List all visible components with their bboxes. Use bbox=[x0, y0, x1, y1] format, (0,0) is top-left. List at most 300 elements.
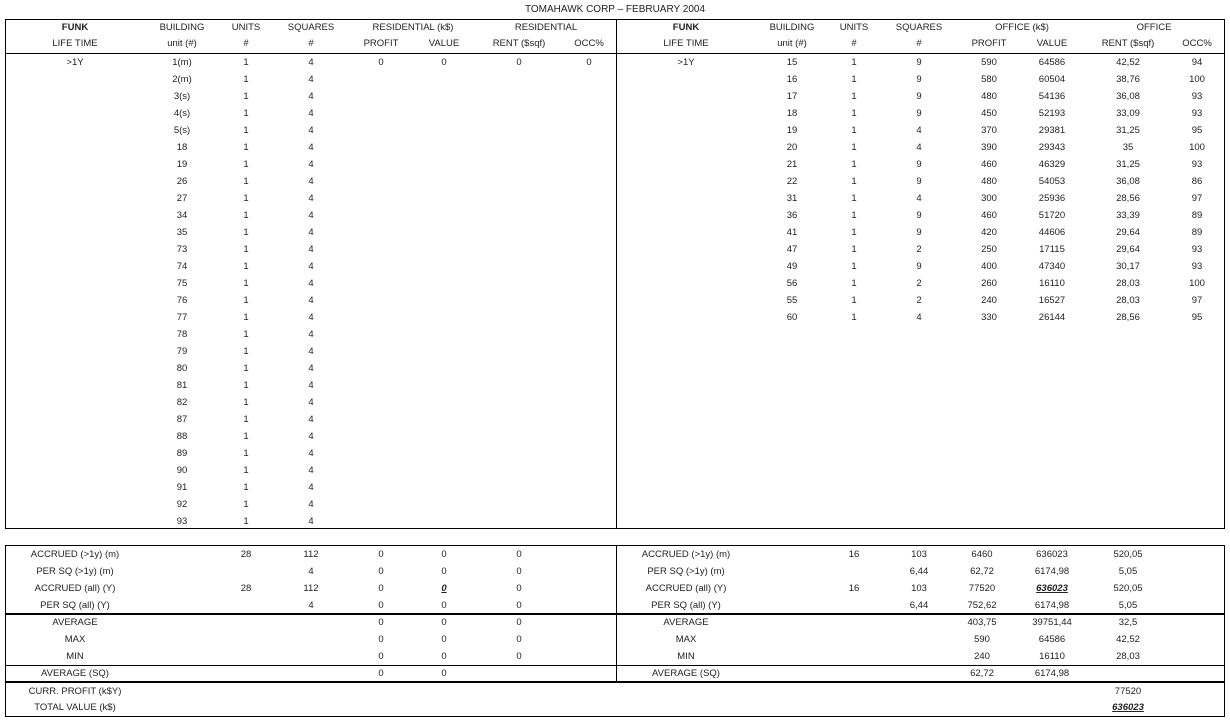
summary-cell: 6174,98 bbox=[1034, 600, 1070, 611]
table-cell: 36,08 bbox=[1116, 91, 1140, 102]
table-cell: 21 bbox=[786, 159, 798, 170]
table-cell: 16110 bbox=[1039, 278, 1065, 289]
table-cell: 4 bbox=[308, 414, 314, 425]
table-cell: 4 bbox=[308, 125, 314, 136]
table-cell: 9 bbox=[916, 57, 922, 68]
hdr-building: BUILDING bbox=[159, 22, 205, 33]
table-cell: 28,56 bbox=[1116, 312, 1140, 323]
table-cell: 95 bbox=[1191, 312, 1203, 323]
table-cell: 1 bbox=[243, 363, 249, 374]
table-cell: 73 bbox=[176, 244, 188, 255]
table-cell: 94 bbox=[1191, 57, 1203, 68]
table-cell: 4 bbox=[308, 499, 314, 510]
table-cell: 97 bbox=[1191, 193, 1203, 204]
summary-cell: 0 bbox=[378, 583, 384, 594]
curr-profit-value: 77520 bbox=[1114, 686, 1142, 697]
summary-label: ACCRUED (all) (Y) bbox=[645, 583, 727, 594]
summary-cell: 636023 bbox=[1036, 583, 1068, 594]
table-cell: 4 bbox=[308, 261, 314, 272]
table-cell: 27 bbox=[176, 193, 188, 204]
summary-cell: 6,44 bbox=[909, 566, 929, 577]
hdr-value: VALUE bbox=[428, 38, 460, 49]
hdr-residential: RESIDENTIAL bbox=[514, 22, 578, 33]
summary-label: AVERAGE bbox=[663, 617, 709, 628]
table-cell: 4 bbox=[308, 346, 314, 357]
table-cell: 19 bbox=[786, 125, 798, 136]
hdr-profit: PROFIT bbox=[971, 38, 1007, 49]
table-cell: 9 bbox=[916, 227, 922, 238]
table-cell: 93 bbox=[1191, 261, 1203, 272]
summary-cell: 4 bbox=[308, 600, 314, 611]
summary-cell: 16110 bbox=[1039, 651, 1065, 662]
table-cell: 33,39 bbox=[1116, 210, 1140, 221]
summary-cell: 0 bbox=[441, 566, 447, 577]
table-cell: 1 bbox=[851, 125, 857, 136]
table-cell: 1 bbox=[243, 108, 249, 119]
table-cell: 420 bbox=[981, 227, 997, 238]
hdr-office: OFFICE bbox=[1136, 22, 1172, 33]
table-cell: 81 bbox=[176, 380, 188, 391]
hdr-lifetime: LIFE TIME bbox=[52, 38, 98, 49]
summary-cell: 0 bbox=[441, 583, 447, 594]
table-cell: 4 bbox=[308, 380, 314, 391]
summary-cell: 0 bbox=[516, 617, 522, 628]
table-cell: 25936 bbox=[1038, 193, 1066, 204]
table-cell: 390 bbox=[981, 142, 997, 153]
table-cell: 19 bbox=[176, 159, 188, 170]
hdr-building-sub: unit (#) bbox=[167, 38, 197, 49]
table-cell: 0 bbox=[378, 57, 384, 68]
table-cell: 4 bbox=[308, 431, 314, 442]
summary-cell: 752,62 bbox=[967, 600, 997, 611]
table-cell: 1 bbox=[243, 516, 249, 527]
table-cell: 2(m) bbox=[172, 74, 192, 85]
table-cell: 3(s) bbox=[173, 91, 191, 102]
table-cell: 480 bbox=[981, 91, 997, 102]
table-cell: 86 bbox=[1191, 176, 1203, 187]
summary-label: MIN bbox=[677, 651, 695, 662]
table-cell: 4 bbox=[308, 329, 314, 340]
summary-cell: 6,44 bbox=[909, 600, 929, 611]
summary-cell: 0 bbox=[441, 668, 447, 679]
table-cell: 580 bbox=[981, 74, 997, 85]
summary-label: AVERAGE bbox=[52, 617, 98, 628]
table-cell: 89 bbox=[1191, 210, 1203, 221]
hdr-units: UNITS bbox=[839, 22, 869, 33]
summary-cell: 6460 bbox=[971, 549, 993, 560]
table-cell: 75 bbox=[176, 278, 188, 289]
hdr-occ: OCC% bbox=[574, 38, 604, 49]
table-cell: 28,03 bbox=[1116, 295, 1140, 306]
summary-cell: 6174,98 bbox=[1034, 566, 1070, 577]
summary-label: PER SQ (>1y) (m) bbox=[36, 566, 114, 577]
summary-cell: 5,05 bbox=[1118, 566, 1138, 577]
table-cell: 1 bbox=[243, 193, 249, 204]
table-cell: 31 bbox=[786, 193, 798, 204]
table-cell: 2 bbox=[916, 244, 922, 255]
table-cell: 92 bbox=[176, 499, 188, 510]
table-cell: 330 bbox=[981, 312, 997, 323]
table-cell: 1 bbox=[243, 142, 249, 153]
table-cell: 1 bbox=[243, 499, 249, 510]
table-cell: 31,25 bbox=[1116, 159, 1140, 170]
summary-label: ACCRUED (all) (Y) bbox=[34, 583, 116, 594]
table-cell: 77 bbox=[176, 312, 188, 323]
table-cell: 1 bbox=[851, 278, 857, 289]
table-cell: 41 bbox=[786, 227, 798, 238]
table-cell: 74 bbox=[176, 261, 188, 272]
summary-cell: 403,75 bbox=[967, 617, 997, 628]
table-cell: 1 bbox=[243, 278, 249, 289]
summary-cell: 0 bbox=[516, 549, 522, 560]
summary-cell: 103 bbox=[911, 583, 927, 594]
table-cell: 9 bbox=[916, 108, 922, 119]
summary-label: MAX bbox=[64, 634, 86, 645]
summary-cell: 636023 bbox=[1036, 549, 1068, 560]
table-cell: 4 bbox=[916, 125, 922, 136]
table-cell: 1 bbox=[243, 125, 249, 136]
hdr-units-sub: # bbox=[851, 38, 857, 49]
summary-cell: 0 bbox=[378, 668, 384, 679]
table-cell: 1 bbox=[851, 91, 857, 102]
hdr-units-sub: # bbox=[243, 38, 249, 49]
summary-cell: 4 bbox=[308, 566, 314, 577]
table-cell: 1 bbox=[851, 261, 857, 272]
table-cell: 93 bbox=[176, 516, 188, 527]
table-cell: 17115 bbox=[1039, 244, 1065, 255]
summary-cell: 0 bbox=[378, 651, 384, 662]
table-cell: 79 bbox=[176, 346, 188, 357]
summary-cell: 0 bbox=[441, 634, 447, 645]
summary-rule-3 bbox=[5, 681, 1225, 683]
table-cell: 9 bbox=[916, 91, 922, 102]
table-cell: 93 bbox=[1191, 91, 1203, 102]
table-cell: 88 bbox=[176, 431, 188, 442]
table-cell: 4 bbox=[308, 142, 314, 153]
summary-rule-2 bbox=[5, 665, 1225, 666]
table-cell: 300 bbox=[981, 193, 997, 204]
summary-rule-1 bbox=[5, 613, 1225, 615]
table-cell: 4 bbox=[308, 193, 314, 204]
table-cell: 90 bbox=[176, 465, 188, 476]
table-cell: 1 bbox=[243, 159, 249, 170]
summary-cell: 590 bbox=[974, 634, 990, 645]
table-cell: 18 bbox=[786, 108, 798, 119]
table-cell: 100 bbox=[1189, 278, 1205, 289]
curr-profit-label: CURR. PROFIT (k$Y) bbox=[28, 686, 122, 697]
table-cell: 1 bbox=[243, 397, 249, 408]
summary-cell: 0 bbox=[378, 566, 384, 577]
table-cell: 52193 bbox=[1038, 108, 1066, 119]
table-cell: 18 bbox=[176, 142, 188, 153]
table-cell: 4 bbox=[308, 108, 314, 119]
table-cell: 54136 bbox=[1038, 91, 1066, 102]
hdr-building-sub: unit (#) bbox=[777, 38, 807, 49]
table-cell: 60504 bbox=[1038, 74, 1066, 85]
table-cell: 4 bbox=[308, 516, 314, 527]
table-cell: 49 bbox=[786, 261, 798, 272]
hdr-squares: SQUARES bbox=[287, 22, 335, 33]
table-cell: 76 bbox=[176, 295, 188, 306]
table-cell: 460 bbox=[981, 159, 997, 170]
hdr-squares-sub: # bbox=[916, 38, 922, 49]
table-cell: 1 bbox=[243, 210, 249, 221]
summary-label: PER SQ (all) (Y) bbox=[40, 600, 110, 611]
table-cell: 590 bbox=[981, 57, 997, 68]
table-cell: 1 bbox=[851, 108, 857, 119]
summary-cell: 0 bbox=[516, 634, 522, 645]
summary-label: ACCRUED (>1y) (m) bbox=[641, 549, 731, 560]
table-cell: 1 bbox=[851, 295, 857, 306]
table-cell: 1 bbox=[243, 74, 249, 85]
office-lifetime: >1Y bbox=[677, 57, 695, 68]
table-cell: 1 bbox=[243, 227, 249, 238]
table-cell: 100 bbox=[1189, 142, 1205, 153]
table-cell: 4 bbox=[308, 91, 314, 102]
table-cell: 26144 bbox=[1038, 312, 1066, 323]
summary-label: MAX bbox=[675, 634, 697, 645]
summary-cell: 16 bbox=[848, 583, 860, 594]
summary-cell: 0 bbox=[378, 549, 384, 560]
table-cell: 0 bbox=[516, 57, 522, 68]
table-cell: 100 bbox=[1189, 74, 1205, 85]
table-cell: 33,09 bbox=[1116, 108, 1140, 119]
summary-cell: 103 bbox=[911, 549, 927, 560]
summary-cell: 0 bbox=[378, 600, 384, 611]
table-cell: 400 bbox=[981, 261, 997, 272]
summary-label: AVERAGE (SQ) bbox=[652, 668, 720, 679]
table-cell: 1 bbox=[243, 380, 249, 391]
summary-cell: 0 bbox=[441, 651, 447, 662]
summary-cell: 64586 bbox=[1038, 634, 1066, 645]
table-cell: 9 bbox=[916, 210, 922, 221]
table-cell: 51720 bbox=[1038, 210, 1066, 221]
table-cell: 20 bbox=[786, 142, 798, 153]
table-cell: 4 bbox=[916, 142, 922, 153]
summary-cell: 62,72 bbox=[970, 566, 994, 577]
table-cell: 9 bbox=[916, 74, 922, 85]
table-cell: 4 bbox=[308, 57, 314, 68]
table-cell: 35 bbox=[1122, 142, 1134, 153]
summary-cell: 520,05 bbox=[1113, 583, 1143, 594]
table-cell: 1 bbox=[243, 431, 249, 442]
summary-cell: 62,72 bbox=[970, 668, 994, 679]
table-cell: 1 bbox=[243, 465, 249, 476]
table-cell: 1 bbox=[243, 261, 249, 272]
table-cell: 1 bbox=[851, 176, 857, 187]
table-cell: 93 bbox=[1191, 108, 1203, 119]
table-cell: 2 bbox=[916, 278, 922, 289]
table-cell: 56 bbox=[786, 278, 798, 289]
summary-cell: 0 bbox=[516, 600, 522, 611]
table-cell: 93 bbox=[1191, 244, 1203, 255]
table-cell: 4 bbox=[308, 295, 314, 306]
table-cell: 2 bbox=[916, 295, 922, 306]
table-cell: 9 bbox=[916, 159, 922, 170]
table-cell: 46329 bbox=[1038, 159, 1066, 170]
table-cell: 4 bbox=[308, 312, 314, 323]
table-cell: 28,03 bbox=[1116, 278, 1140, 289]
summary-cell: 0 bbox=[441, 600, 447, 611]
table-cell: 4 bbox=[308, 159, 314, 170]
summary-cell: 32,5 bbox=[1118, 617, 1138, 628]
table-cell: 47 bbox=[786, 244, 798, 255]
table-cell: 450 bbox=[981, 108, 997, 119]
table-cell: 95 bbox=[1191, 125, 1203, 136]
hdr-squares: SQUARES bbox=[895, 22, 943, 33]
table-cell: 91 bbox=[176, 482, 188, 493]
table-cell: 1 bbox=[851, 210, 857, 221]
hdr-squares-sub: # bbox=[308, 38, 314, 49]
table-cell: 4 bbox=[308, 397, 314, 408]
table-cell: 0 bbox=[441, 57, 447, 68]
table-cell: 1 bbox=[851, 57, 857, 68]
table-cell: 4 bbox=[916, 193, 922, 204]
table-cell: 1 bbox=[243, 329, 249, 340]
table-cell: 29,64 bbox=[1116, 227, 1140, 238]
table-cell: 240 bbox=[981, 295, 997, 306]
summary-cell: 240 bbox=[974, 651, 990, 662]
table-cell: 1 bbox=[243, 482, 249, 493]
hdr-funk: FUNK bbox=[672, 22, 700, 33]
summary-label: PER SQ (all) (Y) bbox=[651, 600, 721, 611]
table-cell: 93 bbox=[1191, 159, 1203, 170]
hdr-value: VALUE bbox=[1036, 38, 1068, 49]
summary-cell: 0 bbox=[516, 651, 522, 662]
table-cell: 1 bbox=[243, 295, 249, 306]
table-cell: 4 bbox=[308, 176, 314, 187]
table-cell: 4 bbox=[308, 227, 314, 238]
summary-cell: 16 bbox=[848, 549, 860, 560]
table-cell: 4 bbox=[308, 278, 314, 289]
table-cell: 1 bbox=[243, 346, 249, 357]
hdr-residential-k: RESIDENTIAL (k$) bbox=[372, 22, 454, 33]
table-cell: 9 bbox=[916, 176, 922, 187]
table-cell: 64586 bbox=[1038, 57, 1066, 68]
table-cell: 4 bbox=[308, 210, 314, 221]
table-cell: 42,52 bbox=[1116, 57, 1140, 68]
summary-cell: 0 bbox=[441, 549, 447, 560]
table-cell: 30,17 bbox=[1116, 261, 1140, 272]
summary-cell: 5,05 bbox=[1118, 600, 1138, 611]
summary-cell: 112 bbox=[303, 549, 319, 560]
residential-lifetime: >1Y bbox=[66, 57, 84, 68]
table-cell: 1 bbox=[851, 312, 857, 323]
summary-cell: 28 bbox=[240, 583, 252, 594]
table-cell: 9 bbox=[916, 261, 922, 272]
table-cell: 250 bbox=[981, 244, 997, 255]
table-cell: 460 bbox=[981, 210, 997, 221]
table-cell: 1 bbox=[243, 312, 249, 323]
table-cell: 1 bbox=[851, 193, 857, 204]
summary-cell: 6174,98 bbox=[1034, 668, 1070, 679]
table-cell: 5(s) bbox=[173, 125, 191, 136]
table-cell: 1 bbox=[851, 159, 857, 170]
report-title: TOMAHAWK CORP – FEBRUARY 2004 bbox=[524, 4, 706, 15]
table-cell: 1 bbox=[851, 74, 857, 85]
summary-cell: 42,52 bbox=[1116, 634, 1140, 645]
summary-cell: 39751,44 bbox=[1032, 617, 1072, 628]
summary-cell: 28 bbox=[240, 549, 252, 560]
summary-label: MIN bbox=[66, 651, 84, 662]
summary-label: PER SQ (>1y) (m) bbox=[647, 566, 725, 577]
total-value-value: 636023 bbox=[1112, 702, 1144, 713]
table-cell: 15 bbox=[786, 57, 798, 68]
table-cell: 36 bbox=[786, 210, 798, 221]
table-cell: 89 bbox=[1191, 227, 1203, 238]
table-cell: 26 bbox=[176, 176, 188, 187]
table-cell: 29381 bbox=[1038, 125, 1066, 136]
hdr-profit: PROFIT bbox=[363, 38, 399, 49]
summary-cell: 0 bbox=[516, 583, 522, 594]
hdr-funk: FUNK bbox=[61, 22, 89, 33]
table-cell: 4 bbox=[308, 363, 314, 374]
hdr-office-k: OFFICE (k$) bbox=[995, 22, 1049, 33]
table-cell: 4 bbox=[308, 244, 314, 255]
hdr-building: BUILDING bbox=[769, 22, 815, 33]
table-cell: 31,25 bbox=[1116, 125, 1140, 136]
table-cell: 1 bbox=[851, 227, 857, 238]
total-value-label: TOTAL VALUE (k$) bbox=[34, 702, 116, 713]
summary-cell: 0 bbox=[441, 617, 447, 628]
table-cell: 1 bbox=[243, 244, 249, 255]
table-cell: 4(s) bbox=[173, 108, 191, 119]
table-cell: 1 bbox=[851, 142, 857, 153]
table-cell: 38,76 bbox=[1116, 74, 1140, 85]
summary-cell: 77520 bbox=[968, 583, 996, 594]
table-cell: 97 bbox=[1191, 295, 1203, 306]
summary-cell: 0 bbox=[378, 617, 384, 628]
hdr-rent: RENT ($sqf) bbox=[1101, 38, 1155, 49]
table-cell: 480 bbox=[981, 176, 997, 187]
table-cell: 4 bbox=[308, 448, 314, 459]
table-cell: 78 bbox=[176, 329, 188, 340]
hdr-lifetime: LIFE TIME bbox=[663, 38, 709, 49]
table-cell: 1 bbox=[851, 244, 857, 255]
table-cell: 1 bbox=[243, 448, 249, 459]
summary-cell: 0 bbox=[516, 566, 522, 577]
summary-label: ACCRUED (>1y) (m) bbox=[30, 549, 120, 560]
header-rule bbox=[5, 53, 1225, 54]
summary-cell: 0 bbox=[378, 634, 384, 645]
table-cell: 54053 bbox=[1038, 176, 1066, 187]
table-cell: 260 bbox=[981, 278, 997, 289]
table-cell: 55 bbox=[786, 295, 798, 306]
hdr-units: UNITS bbox=[231, 22, 261, 33]
hdr-occ: OCC% bbox=[1182, 38, 1212, 49]
table-cell: 4 bbox=[308, 465, 314, 476]
table-cell: 34 bbox=[176, 210, 188, 221]
table-cell: 44606 bbox=[1038, 227, 1066, 238]
summary-label: AVERAGE (SQ) bbox=[41, 668, 109, 679]
table-cell: 22 bbox=[786, 176, 798, 187]
summary-cell: 520,05 bbox=[1113, 549, 1143, 560]
table-cell: 1 bbox=[243, 57, 249, 68]
table-cell: 16527 bbox=[1038, 295, 1066, 306]
table-cell: 80 bbox=[176, 363, 188, 374]
table-cell: 29343 bbox=[1038, 142, 1066, 153]
table-cell: 82 bbox=[176, 397, 188, 408]
table-cell: 89 bbox=[176, 448, 188, 459]
table-cell: 370 bbox=[981, 125, 997, 136]
table-cell: 4 bbox=[916, 312, 922, 323]
table-cell: 1 bbox=[243, 176, 249, 187]
table-cell: 36,08 bbox=[1116, 176, 1140, 187]
summary-cell: 28,03 bbox=[1116, 651, 1140, 662]
table-cell: 29,64 bbox=[1116, 244, 1140, 255]
table-cell: 1 bbox=[243, 91, 249, 102]
table-cell: 0 bbox=[586, 57, 592, 68]
